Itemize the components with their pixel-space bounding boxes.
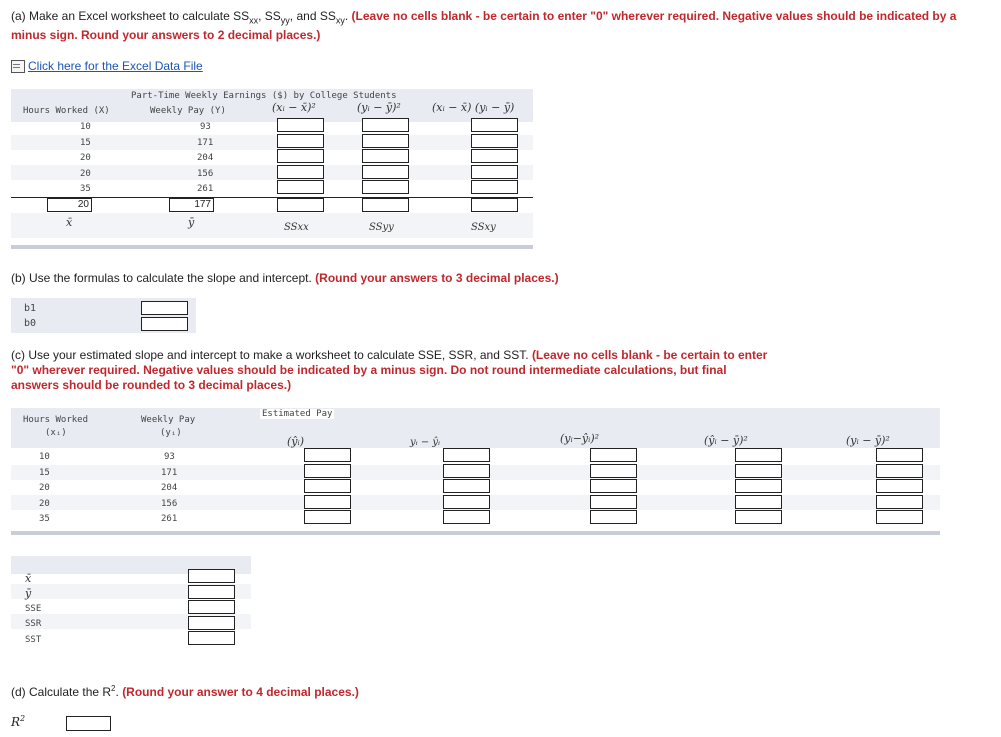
ssyy-input[interactable] xyxy=(362,198,409,212)
table-a-x-3: 20 xyxy=(80,153,91,163)
dev-y-input[interactable] xyxy=(362,165,409,179)
summary-sse-label: SSE xyxy=(25,604,42,614)
estimated-pay-input[interactable] xyxy=(304,510,351,524)
col-c-pay-sub: (yᵢ) xyxy=(160,428,182,438)
regression-sq-input[interactable] xyxy=(735,464,782,478)
part-d-instructions: (d) Calculate the $R^2$. (Round your answer to 4 decimal places.) xyxy=(11,684,359,699)
xbar-label: x̄ xyxy=(66,216,73,229)
estimated-pay-input[interactable] xyxy=(304,448,351,462)
dev-x-input[interactable] xyxy=(277,118,324,132)
excel-data-link[interactable]: Click here for the Excel Data File xyxy=(28,59,203,73)
b1-label: b1 xyxy=(24,303,37,314)
col-hours-worked: Hours Worked (X) xyxy=(23,106,110,116)
col-c-residual: yᵢ − ŷᵢ xyxy=(410,437,441,448)
summary-xbar-input[interactable] xyxy=(188,569,235,583)
table-c-y-2: 171 xyxy=(161,468,178,478)
residual-input[interactable] xyxy=(443,479,490,493)
mean-x-box: 20 xyxy=(47,198,92,212)
residual-sq-input[interactable] xyxy=(590,448,637,462)
sst-input[interactable] xyxy=(188,631,235,645)
table-c-x-1: 10 xyxy=(39,452,50,462)
table-c-y-1: 93 xyxy=(164,452,175,462)
dev-y-input[interactable] xyxy=(362,180,409,194)
table-c-x-4: 20 xyxy=(39,499,50,509)
ssyy-label: SSyy xyxy=(369,222,394,233)
dev-x-input[interactable] xyxy=(277,149,324,163)
regression-sq-input[interactable] xyxy=(735,495,782,509)
b1-input[interactable] xyxy=(141,301,188,315)
residual-input[interactable] xyxy=(443,510,490,524)
dev-y-input[interactable] xyxy=(362,149,409,163)
regression-sq-input[interactable] xyxy=(735,448,782,462)
residual-input[interactable] xyxy=(443,464,490,478)
part-d-note: (Round your answer to 4 decimal places.) xyxy=(122,685,359,699)
col-c-total-sq: (yᵢ − ȳ)² xyxy=(846,434,890,447)
table-a-y-3: 204 xyxy=(197,153,214,163)
col-c-hours: Hours Worked xyxy=(23,415,89,425)
dev-y-input[interactable] xyxy=(362,118,409,132)
table-a-title: Part-Time Weekly Earnings ($) by College Students xyxy=(131,91,397,101)
sse-input[interactable] xyxy=(188,600,235,614)
dev-x-input[interactable] xyxy=(277,165,324,179)
table-c-x-2: 15 xyxy=(39,468,50,478)
part-c-note: (Leave no cells blank - be certain to enter "0" wherever required. Negative values should be indicated by a minus sign. Do not round intermediate calculations, but final answers should be rounded to 3 decimal places.) xyxy=(11,348,768,392)
dev-xy-input[interactable] xyxy=(471,180,518,194)
summary-sst-label: SST xyxy=(25,635,42,645)
residual-sq-input[interactable] xyxy=(590,510,637,524)
col-c-estimated-sub: (ŷᵢ) xyxy=(287,435,305,448)
excel-link-row[interactable] xyxy=(11,58,203,74)
residual-sq-input[interactable] xyxy=(590,479,637,493)
dev-xy-input[interactable] xyxy=(471,165,518,179)
mean-y-box: 177 xyxy=(169,198,214,212)
dev-xy-input[interactable] xyxy=(471,134,518,148)
table-a-y-2: 171 xyxy=(197,138,214,148)
summary-ybar-label: ȳ xyxy=(25,587,32,600)
part-a-note: (Leave no cells blank - be certain to enter "0" wherever required. Negative values should be indicated by a minus sign. Round your answers to 2 decimal places.) xyxy=(11,9,957,43)
col-dev-x-sq: (xᵢ − x̄)² xyxy=(272,101,316,114)
part-c-instructions: (c) Use your estimated slope and intercept to make a worksheet to calculate SSE, SSR, and SST. (Leave no cells blank - be certain to enter "0" wherever required. Negative values should be indicated by a minus sign. Do not round intermediate calculations, but final answers should be rounded to 3 decimal places.) xyxy=(11,348,768,392)
ssxy-input[interactable] xyxy=(471,198,518,212)
dev-x-input[interactable] xyxy=(277,134,324,148)
col-c-regression-sq: (ŷᵢ − ȳ)² xyxy=(704,434,748,447)
table-c-y-4: 156 xyxy=(161,499,178,509)
residual-input[interactable] xyxy=(443,448,490,462)
table-a-y-1: 93 xyxy=(200,122,211,132)
part-b-instructions: (b) Use the formulas to calculate the slope and intercept. (Round your answers to 3 decimal places.) xyxy=(11,271,559,285)
summary-ssr-label: SSR xyxy=(25,619,42,629)
col-c-estimated: Estimated Pay xyxy=(262,409,333,419)
b0-input[interactable] xyxy=(141,317,188,331)
table-c-x-3: 20 xyxy=(39,483,50,493)
total-sq-input[interactable] xyxy=(876,495,923,509)
table-a-x-2: 15 xyxy=(80,138,91,148)
r2-input[interactable] xyxy=(66,716,111,731)
table-c-bottom-rule xyxy=(11,531,940,535)
col-c-residual-sq: (yᵢ−ŷᵢ)² xyxy=(560,432,600,445)
ssr-input[interactable] xyxy=(188,616,235,630)
total-sq-input[interactable] xyxy=(876,510,923,524)
col-dev-y-sq: (yᵢ − ȳ)² xyxy=(357,101,401,114)
b0-label: b0 xyxy=(24,318,37,329)
estimated-pay-input[interactable] xyxy=(304,479,351,493)
dev-y-input[interactable] xyxy=(362,134,409,148)
total-sq-input[interactable] xyxy=(876,479,923,493)
table-a-y-5: 261 xyxy=(197,184,214,194)
dev-xy-input[interactable] xyxy=(471,118,518,132)
row-stripe xyxy=(11,213,533,238)
estimated-pay-input[interactable] xyxy=(304,464,351,478)
table-a-bottom-rule xyxy=(11,245,533,249)
table-a-x-1: 10 xyxy=(80,122,91,132)
table-c-y-3: 204 xyxy=(161,483,178,493)
table-c-y-5: 261 xyxy=(161,514,178,524)
ssxx-label: SSxx xyxy=(284,222,309,233)
total-sq-input[interactable] xyxy=(876,448,923,462)
col-weekly-pay: Weekly Pay (Y) xyxy=(150,106,226,116)
ybar-label: ȳ xyxy=(188,216,195,229)
part-b-note: (Round your answers to 3 decimal places.) xyxy=(315,271,559,285)
ssxx-input[interactable] xyxy=(277,198,324,212)
table-a-x-5: 35 xyxy=(80,184,91,194)
col-c-pay: Weekly Pay xyxy=(141,415,196,425)
ssxy-label: SSxy xyxy=(471,222,496,233)
residual-sq-input[interactable] xyxy=(590,495,637,509)
part-a-instructions: (a) Make an Excel worksheet to calculate $SS_{xx}$, $SS_{yy}$, and $SS_{xy}$. (Leave no cells blank - be certain to enter "0" wherever required. Negative values should be indicated by a minus sign. Round your answers to 2 decimal places.) xyxy=(11,9,957,43)
table-c-x-5: 35 xyxy=(39,514,50,524)
dev-xy-input[interactable] xyxy=(471,149,518,163)
col-dev-xy: (xᵢ − x̄) (yᵢ − ȳ) xyxy=(432,101,515,114)
table-a-x-4: 20 xyxy=(80,169,91,179)
residual-input[interactable] xyxy=(443,495,490,509)
total-sq-input[interactable] xyxy=(876,464,923,478)
regression-sq-input[interactable] xyxy=(735,510,782,524)
residual-sq-input[interactable] xyxy=(590,464,637,478)
estimated-pay-input[interactable] xyxy=(304,495,351,509)
table-c-header xyxy=(11,408,940,448)
r2-label: $R^2$ xyxy=(11,714,26,729)
col-c-hours-sub: (xᵢ) xyxy=(45,428,67,438)
summary-xbar-label: x̄ xyxy=(25,572,32,585)
table-a-y-4: 156 xyxy=(197,169,214,179)
regression-sq-input[interactable] xyxy=(735,479,782,493)
excel-file-icon xyxy=(11,60,25,73)
summary-ybar-input[interactable] xyxy=(188,585,235,599)
dev-x-input[interactable] xyxy=(277,180,324,194)
